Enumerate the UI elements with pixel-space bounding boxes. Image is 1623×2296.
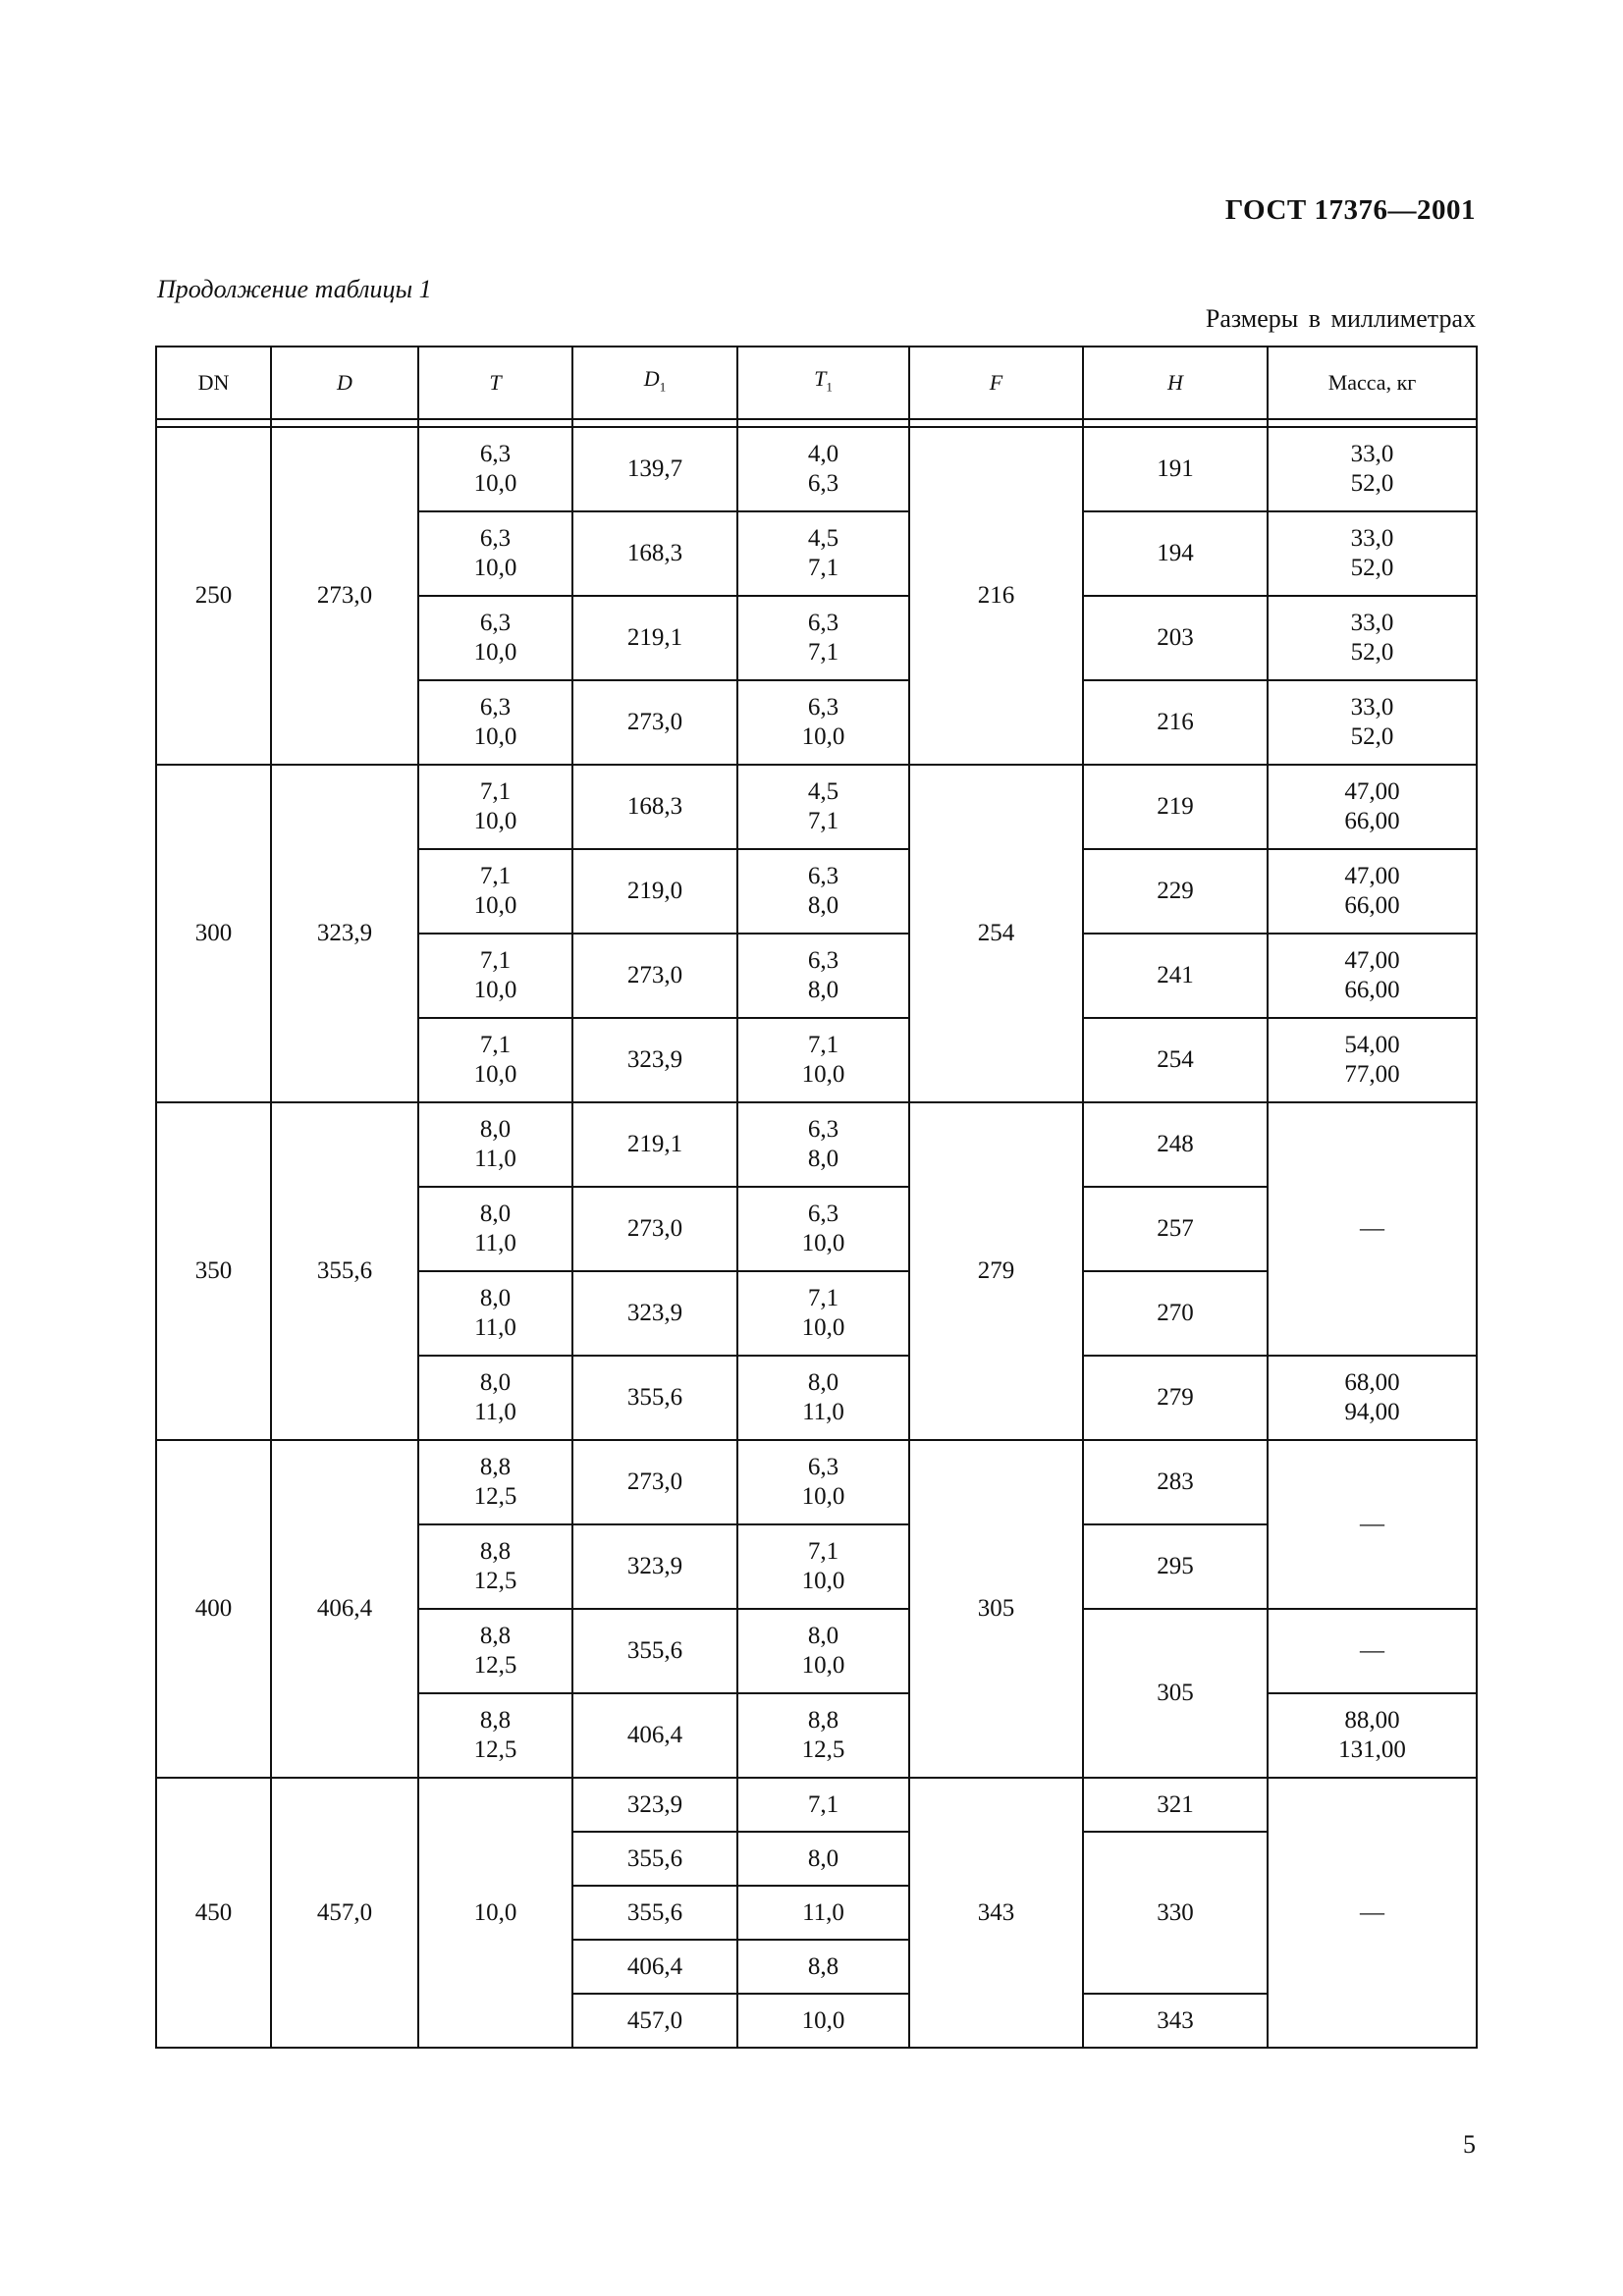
cell-h: 279 — [1083, 1356, 1268, 1440]
cell-d1: 273,0 — [572, 1187, 737, 1271]
cell-t: 8,8 12,5 — [418, 1693, 572, 1778]
cell-h: 257 — [1083, 1187, 1268, 1271]
cell-d1: 168,3 — [572, 765, 737, 849]
cell-d1: 355,6 — [572, 1832, 737, 1886]
cell-t: 7,1 10,0 — [418, 849, 572, 934]
cell-h: 343 — [1083, 1994, 1268, 2048]
header-f: F — [909, 347, 1083, 419]
cell-mass-dash: — — [1268, 1609, 1477, 1693]
cell-d1: 323,9 — [572, 1018, 737, 1102]
cell-t1: 7,1 — [737, 1778, 909, 1832]
cell-h: 191 — [1083, 427, 1268, 511]
cell-h-merged: 305 — [1083, 1609, 1268, 1778]
cell-d: 273,0 — [271, 427, 418, 765]
table-row — [156, 1102, 1477, 1187]
cell-t: 7,1 10,0 — [418, 1018, 572, 1102]
cell-dn: 350 — [156, 1102, 271, 1440]
cell-h-merged: 330 — [1083, 1832, 1268, 1994]
cell-d1: 219,1 — [572, 1102, 737, 1187]
cell-t1: 6,3 7,1 — [737, 596, 909, 680]
cell-t1: 8,0 11,0 — [737, 1356, 909, 1440]
table-row — [156, 765, 1477, 849]
cell-t1: 6,3 8,0 — [737, 849, 909, 934]
cell-t1: 6,3 8,0 — [737, 934, 909, 1018]
cell-t1: 8,8 12,5 — [737, 1693, 909, 1778]
cell-t1: 11,0 — [737, 1886, 909, 1940]
cell-mass: 33,0 52,0 — [1268, 511, 1477, 596]
cell-t1: 8,0 10,0 — [737, 1609, 909, 1693]
table-row — [156, 1440, 1477, 1524]
cell-d1: 273,0 — [572, 680, 737, 765]
document-code: ГОСТ 17376—2001 — [1224, 194, 1476, 226]
cell-h: 295 — [1083, 1524, 1268, 1609]
cell-mass: 33,0 52,0 — [1268, 427, 1477, 511]
cell-dn: 400 — [156, 1440, 271, 1778]
cell-d1: 219,0 — [572, 849, 737, 934]
cell-d1: 355,6 — [572, 1356, 737, 1440]
cell-f: 216 — [909, 427, 1083, 765]
header-gap — [156, 419, 1477, 427]
cell-h: 283 — [1083, 1440, 1268, 1524]
cell-d1: 219,1 — [572, 596, 737, 680]
cell-d: 355,6 — [271, 1102, 418, 1440]
cell-t: 10,0 — [418, 1778, 572, 2048]
cell-mass: 68,00 94,00 — [1268, 1356, 1477, 1440]
cell-t1: 6,3 10,0 — [737, 680, 909, 765]
cell-t1: 8,8 — [737, 1940, 909, 1994]
header-dn: DN — [156, 347, 271, 419]
cell-f: 305 — [909, 1440, 1083, 1778]
cell-t: 8,0 11,0 — [418, 1356, 572, 1440]
cell-mass: 88,00 131,00 — [1268, 1693, 1477, 1778]
header-mass: Масса, кг — [1268, 347, 1477, 419]
cell-t1: 8,0 — [737, 1832, 909, 1886]
cell-d1: 273,0 — [572, 1440, 737, 1524]
table-row — [156, 427, 1477, 511]
cell-h: 321 — [1083, 1778, 1268, 1832]
cell-t1: 4,5 7,1 — [737, 511, 909, 596]
cell-d1: 168,3 — [572, 511, 737, 596]
cell-dn: 250 — [156, 427, 271, 765]
cell-f: 343 — [909, 1778, 1083, 2048]
cell-t: 8,8 12,5 — [418, 1524, 572, 1609]
header-t1: $T_1$ — [737, 347, 909, 419]
cell-d1: 457,0 — [572, 1994, 737, 2048]
page-number: 5 — [1463, 2130, 1476, 2159]
cell-mass: 47,00 66,00 — [1268, 934, 1477, 1018]
cell-t: 6,3 10,0 — [418, 680, 572, 765]
cell-mass: 33,0 52,0 — [1268, 596, 1477, 680]
table-header-row — [156, 347, 1477, 419]
cell-h: 241 — [1083, 934, 1268, 1018]
cell-h: 248 — [1083, 1102, 1268, 1187]
table-row — [156, 1778, 1477, 1832]
cell-t: 7,1 10,0 — [418, 934, 572, 1018]
cell-d1: 406,4 — [572, 1940, 737, 1994]
cell-t: 6,3 10,0 — [418, 596, 572, 680]
cell-d1: 139,7 — [572, 427, 737, 511]
cell-mass: 54,00 77,00 — [1268, 1018, 1477, 1102]
cell-t1: 6,3 8,0 — [737, 1102, 909, 1187]
cell-d: 323,9 — [271, 765, 418, 1102]
cell-t: 8,0 11,0 — [418, 1187, 572, 1271]
cell-mass: 47,00 66,00 — [1268, 765, 1477, 849]
cell-mass-dash: — — [1268, 1102, 1477, 1356]
cell-h: 219 — [1083, 765, 1268, 849]
cell-t: 8,0 11,0 — [418, 1271, 572, 1356]
cell-t: 8,0 11,0 — [418, 1102, 572, 1187]
cell-t: 8,8 12,5 — [418, 1609, 572, 1693]
cell-t1: 7,1 10,0 — [737, 1271, 909, 1356]
cell-t1: 7,1 10,0 — [737, 1018, 909, 1102]
cell-d1: 406,4 — [572, 1693, 737, 1778]
cell-h: 229 — [1083, 849, 1268, 934]
cell-t: 8,8 12,5 — [418, 1440, 572, 1524]
cell-h: 270 — [1083, 1271, 1268, 1356]
cell-t: 6,3 10,0 — [418, 511, 572, 596]
cell-mass-dash: — — [1268, 1440, 1477, 1609]
cell-d1: 355,6 — [572, 1886, 737, 1940]
table-continuation-caption: Продолжение таблицы 1 — [157, 275, 432, 303]
cell-t1: 6,3 10,0 — [737, 1187, 909, 1271]
cell-mass-dash: — — [1268, 1778, 1477, 2048]
cell-dn: 300 — [156, 765, 271, 1102]
cell-d1: 323,9 — [572, 1778, 737, 1832]
cell-t1: 4,5 7,1 — [737, 765, 909, 849]
cell-h: 194 — [1083, 511, 1268, 596]
units-caption: Размеры в миллиметрах — [1205, 304, 1476, 333]
cell-t1: 6,3 10,0 — [737, 1440, 909, 1524]
header-d1: $D_1$ — [572, 347, 737, 419]
cell-d: 406,4 — [271, 1440, 418, 1778]
cell-d: 457,0 — [271, 1778, 418, 2048]
cell-d1: 323,9 — [572, 1271, 737, 1356]
header-d: D — [271, 347, 418, 419]
cell-dn: 450 — [156, 1778, 271, 2048]
cell-f: 254 — [909, 765, 1083, 1102]
dimensions-table — [155, 346, 1478, 2049]
cell-h: 203 — [1083, 596, 1268, 680]
cell-t: 6,3 10,0 — [418, 427, 572, 511]
cell-t1: 4,0 6,3 — [737, 427, 909, 511]
cell-h: 216 — [1083, 680, 1268, 765]
cell-t: 7,1 10,0 — [418, 765, 572, 849]
cell-mass: 47,00 66,00 — [1268, 849, 1477, 934]
cell-d1: 323,9 — [572, 1524, 737, 1609]
cell-mass: 33,0 52,0 — [1268, 680, 1477, 765]
header-t: T — [418, 347, 572, 419]
cell-d1: 355,6 — [572, 1609, 737, 1693]
cell-h: 254 — [1083, 1018, 1268, 1102]
cell-f: 279 — [909, 1102, 1083, 1440]
cell-d1: 273,0 — [572, 934, 737, 1018]
cell-t1: 7,1 10,0 — [737, 1524, 909, 1609]
header-h: H — [1083, 347, 1268, 419]
cell-t1: 10,0 — [737, 1994, 909, 2048]
